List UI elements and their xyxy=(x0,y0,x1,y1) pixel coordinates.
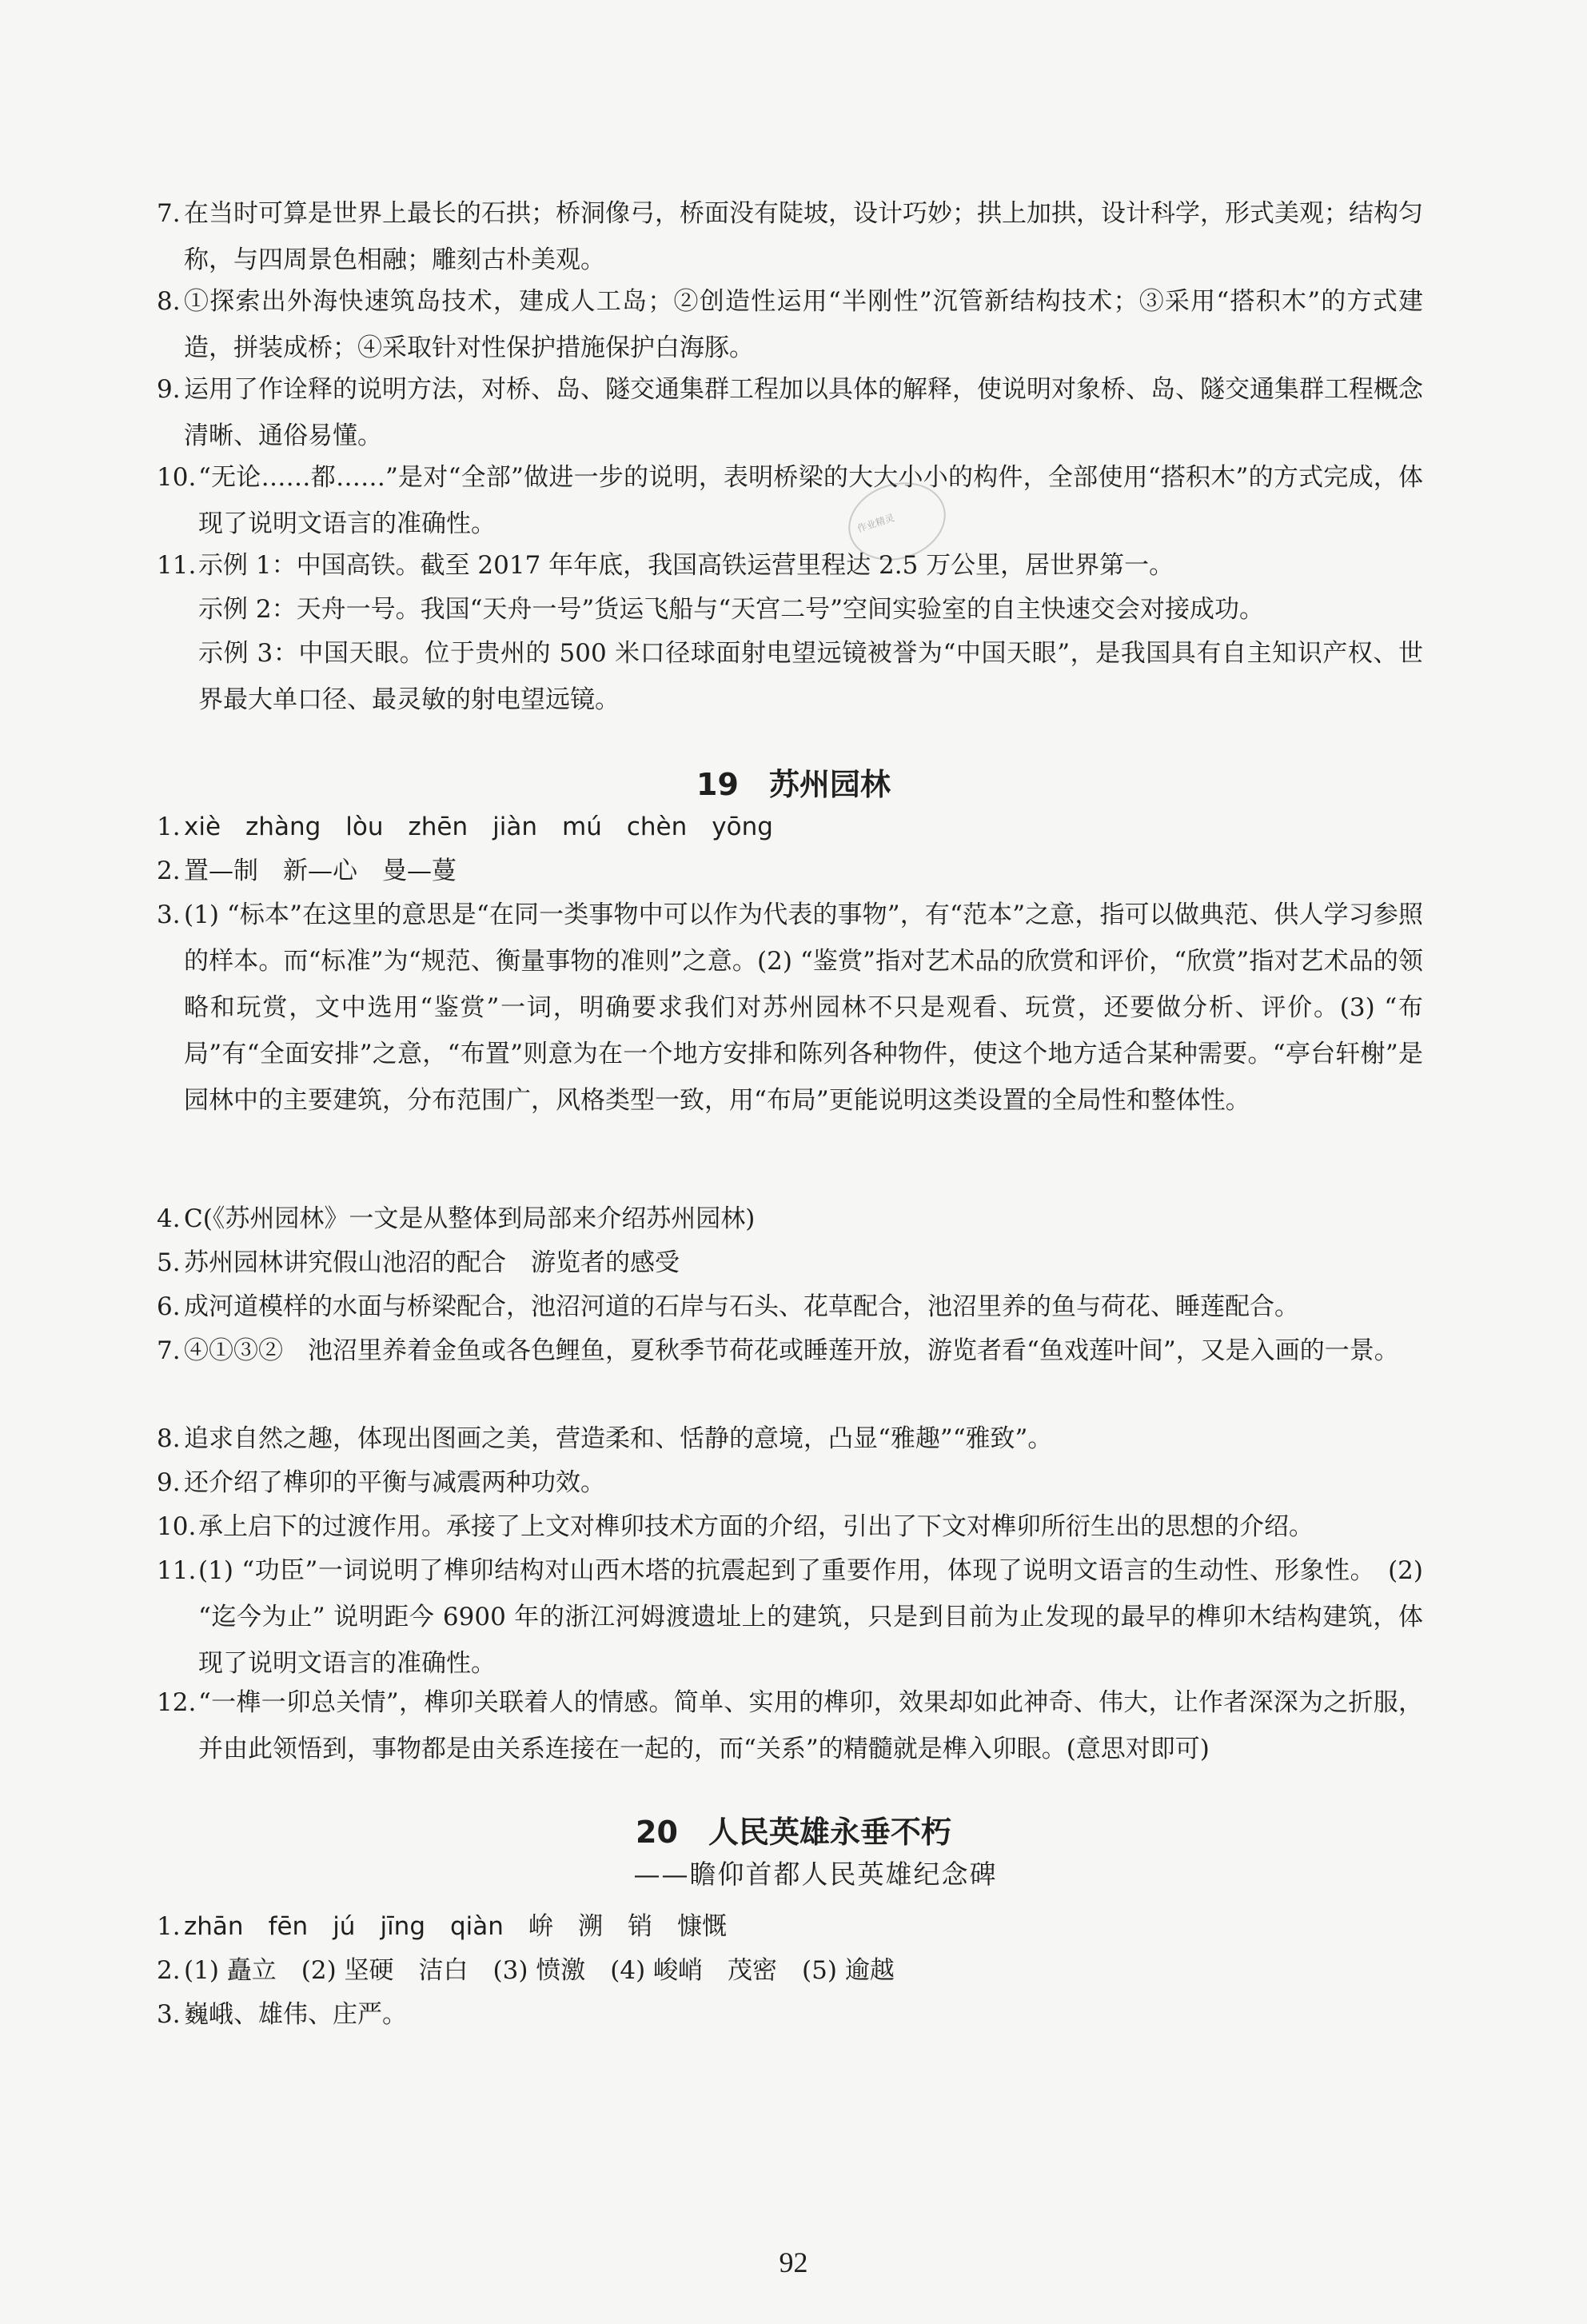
answer-number: 11. xyxy=(157,1556,197,1585)
answer-text: 还介绍了榫卯的平衡与减震两种功效。 xyxy=(184,1468,605,1497)
answer-text: 运用了作诠释的说明方法，对桥、岛、隧交通集群工程加以具体的解释，使说明对象桥、岛、隧交通集群工程概念清晰、通俗易懂。 xyxy=(184,375,1423,450)
answer-text: 巍峨、雄伟、庄严。 xyxy=(184,2000,407,2029)
answer-text: ④①③② 池沼里养着金鱼或各色鲤鱼，夏秋季节荷花或睡莲开放，游览者看“鱼戏莲叶间”，又是入画的一景。 xyxy=(184,1336,1399,1365)
answer-text: (1) 矗立 (2) 坚硬 洁白 (3) 愤激 (4) 峻峭 茂密 (5) 逾越 xyxy=(184,1956,895,1985)
answer-number: 8. xyxy=(157,1424,181,1453)
example-2 xyxy=(157,586,1423,633)
answer-text: ①探索出外海快速筑岛技术，建成人工岛；②创造性运用“半刚性”沉管新结构技术；③采用“搭积木”的方式建造，拼装成桥；④采取针对性保护措施保护白海豚。 xyxy=(184,287,1423,362)
answer-item-19-3 xyxy=(157,892,1423,1124)
pinyin-line-20 xyxy=(157,1903,1423,1950)
pinyin-line-19 xyxy=(157,804,1423,850)
answer-number: 10. xyxy=(157,1512,197,1541)
answer-text: 置—制 新—心 曼—蔓 xyxy=(184,857,457,885)
answer-item-10 xyxy=(157,454,1423,547)
answer-item-19-4 xyxy=(157,1196,1423,1242)
example-3 xyxy=(157,630,1423,723)
answer-item-19-6 xyxy=(157,1284,1423,1330)
answer-number: 3. xyxy=(157,900,181,929)
answer-number: 9. xyxy=(157,1468,181,1497)
section-title-19: 19 苏州园林 xyxy=(696,767,891,802)
answer-item-19-5 xyxy=(157,1240,1423,1286)
answer-item-19-8 xyxy=(157,1416,1423,1462)
answer-text: 承上启下的过渡作用。承接了上文对榫卯技术方面的介绍，引出了下文对榫卯所衍生出的思想的介绍。 xyxy=(198,1512,1314,1541)
example-text: 示例 2：天舟一号。我国“天舟一号”货运飞船与“天宫二号”空间实验室的自主快速交会对接成功。 xyxy=(198,595,1264,624)
section-subtitle-20: ——瞻仰首都人民英雄纪念碑 xyxy=(633,1859,998,1890)
answer-item-9 xyxy=(157,366,1423,459)
answer-item-11 xyxy=(157,542,1423,589)
answer-item-20-2 xyxy=(157,1947,1423,1994)
answer-item-8 xyxy=(157,278,1423,371)
pinyin-text: zhān fēn jú jīng qiàn 峅 溯 销 慷慨 xyxy=(184,1912,727,1941)
answer-number: 3. xyxy=(157,2000,181,2029)
answer-number: 8. xyxy=(157,287,181,316)
answer-item-19-12 xyxy=(157,1679,1423,1772)
answer-text: 苏州园林讲究假山池沼的配合 游览者的感受 xyxy=(184,1248,680,1277)
answer-number: 6. xyxy=(157,1292,181,1321)
page-number: 92 xyxy=(779,2246,808,2278)
answer-item-7 xyxy=(157,190,1423,283)
answer-item-19-7 xyxy=(157,1328,1423,1374)
answer-text: (1) “标本”在这里的意思是“在同一类事物中可以作为代表的事物”，有“范本”之意，指可以做典范、供人学习参照的样本。而“标准”为“规范、衡量事物的准则”之意。(2) “鉴赏”指对艺术品的欣赏和评价，“欣赏”指对艺术品的领略和玩赏，文中选用“鉴赏”一词，明确要求我们对苏州园林不只是观看、玩赏，还要做分析、评价。(3) “布局”有“全面安排”之意，“布置”则意为在一个地方安排和陈列各种物件，使这个地方适合某种需要。“亭台轩榭”是园林中的主要建筑，分布范围广，风格类型一致，用“布局”更能说明这类设置的全局性和整体性。 xyxy=(184,900,1423,1115)
example-text: 示例 3：中国天眼。位于贵州的 500 米口径球面射电望远镜被誉为“中国天眼”，是我国具有自主知识产权、世界最大单口径、最灵敏的射电望远镜。 xyxy=(198,639,1423,714)
answer-text: “一榫一卯总关情”，榫卯关联着人的情感。简单、实用的榫卯，效果却如此神奇、伟大，让作者深深为之折服，并由此领悟到，事物都是由关系连接在一起的，而“关系”的精髓就是榫入卯眼。(意思对即可) xyxy=(198,1688,1423,1763)
answer-item-19-9 xyxy=(157,1459,1423,1506)
answer-text: (1) “功臣”一词说明了榫卯结构对山西木塔的抗震起到了重要作用，体现了说明文语言的生动性、形象性。 (2) “迄今为止” 说明距今 6900 年的浙江河姆渡遗址上的建筑，只是到目前为止发现的最早的榫卯木结构建筑，体现了说明文语言的准确性。 xyxy=(198,1556,1423,1678)
stamp-text: 作业精灵 xyxy=(855,512,896,535)
answer-number: 2. xyxy=(157,1956,181,1985)
answer-number: 1. xyxy=(157,813,181,841)
section-title-20: 20 人民英雄永垂不朽 xyxy=(636,1815,951,1850)
answer-text: “无论……都……”是对“全部”做进一步的说明，表明桥梁的大大小小的构件，全部使用“搭积木”的方式完成，体现了说明文语言的准确性。 xyxy=(198,463,1423,538)
answer-text: 示例 1：中国高铁。截至 2017 年年底，我国高铁运营里程达 2.5 万公里，居世界第一。 xyxy=(198,551,1174,580)
answer-item-20-3 xyxy=(157,1991,1423,2038)
answer-number: 12. xyxy=(157,1688,197,1717)
answer-number: 10. xyxy=(157,463,197,492)
answer-text: 在当时可算是世界上最长的石拱；桥洞像弓，桥面没有陡坡，设计巧妙；拱上加拱，设计科学，形式美观；结构匀称，与四周景色相融；雕刻古朴美观。 xyxy=(184,199,1423,274)
answer-text: C(《苏州园林》一文是从整体到局部来介绍苏州园林) xyxy=(184,1204,756,1233)
answer-number: 4. xyxy=(157,1204,181,1233)
answer-number: 7. xyxy=(157,1336,181,1365)
answer-number: 1. xyxy=(157,1912,181,1941)
answer-number: 5. xyxy=(157,1248,181,1277)
pinyin-text: xiè zhàng lòu zhēn jiàn mú chèn yōng xyxy=(184,813,773,841)
answer-text: 成河道模样的水面与桥梁配合，池沼河道的石岸与石头、花草配合，池沼里养的鱼与荷花、睡莲配合。 xyxy=(184,1292,1299,1321)
answer-text: 追求自然之趣，体现出图画之美，营造柔和、恬静的意境，凸显“雅趣”“雅致”。 xyxy=(184,1424,1053,1453)
answer-number: 9. xyxy=(157,375,181,404)
answer-number: 11. xyxy=(157,551,197,580)
answer-number: 2. xyxy=(157,857,181,885)
answer-number: 7. xyxy=(157,199,181,228)
answer-item-19-2 xyxy=(157,848,1423,894)
answer-item-19-11 xyxy=(157,1547,1423,1687)
answer-item-19-10 xyxy=(157,1503,1423,1550)
